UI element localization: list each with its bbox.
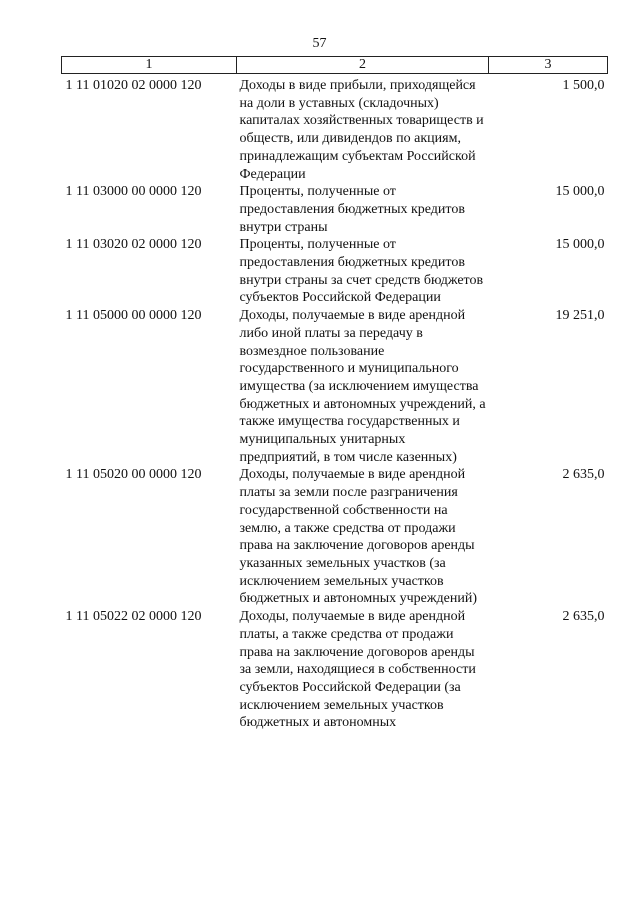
row-code: 1 11 05000 00 0000 120 (65, 308, 202, 324)
row-code: 1 11 03000 00 0000 120 (65, 184, 202, 200)
row-amount: 15 000,0 (555, 237, 605, 253)
table-row (62, 183, 608, 236)
row-name: Проценты, полученные от предоставления бюджетных кредитов внутри страны за счет средств бюджетов субъектов Российской Федерации (239, 237, 484, 306)
table-row (62, 608, 608, 732)
column-header-code: 1 (62, 57, 237, 74)
row-code: 1 11 03020 02 0000 120 (65, 237, 202, 253)
column-header-name: 2 (237, 57, 489, 74)
row-code: 1 11 05022 02 0000 120 (65, 609, 202, 625)
row-code: 1 11 05020 00 0000 120 (65, 467, 202, 483)
page-number: 57 (312, 36, 327, 51)
table-row (62, 466, 608, 608)
table-row (62, 74, 608, 184)
row-name: Проценты, полученные от предоставления бюджетных кредитов внутри страны (239, 184, 465, 235)
row-amount: 2 635,0 (562, 467, 605, 483)
row-amount: 1 500,0 (562, 78, 605, 93)
row-amount: 15 000,0 (555, 184, 605, 200)
row-name: Доходы, получаемые в виде арендной платы, а также средства от продажи права на заключение договоров аренды за земли, находящиеся в собственности субъектов Российской Федерации (за исключением земельных участков бюджетных и автономных (239, 609, 476, 731)
budget-revenue-table (61, 56, 608, 732)
column-header-amount: 3 (489, 57, 608, 74)
table-row (62, 307, 608, 466)
row-name: Доходы, получаемые в виде арендной платы за земли после разграничения государственной собственности на землю, а также средства от продажи права на заключение договоров аренды указанных земельных участков (за исключением земельных участков бюджетных и автономных учреждений) (239, 467, 478, 607)
row-amount: 19 251,0 (555, 308, 605, 324)
table-row (62, 236, 608, 307)
row-code: 1 11 01020 02 0000 120 (65, 78, 202, 93)
table-header-row (62, 57, 608, 74)
row-name: Доходы в виде прибыли, приходящейся на доли в уставных (складочных) капиталах хозяйственных товариществ и обществ, или дивидендов по акциям, принадлежащим субъектам Российской Федерации (239, 78, 484, 182)
row-amount: 2 635,0 (562, 609, 605, 625)
row-name: Доходы, получаемые в виде арендной либо иной платы за передачу в возмездное пользование государственного и муниципального имущества (за исключением имущества бюджетных и автономных учреждений, а также имущества государственных и муниципальных унитарных предприятий, в том числе казенных) (239, 308, 486, 465)
